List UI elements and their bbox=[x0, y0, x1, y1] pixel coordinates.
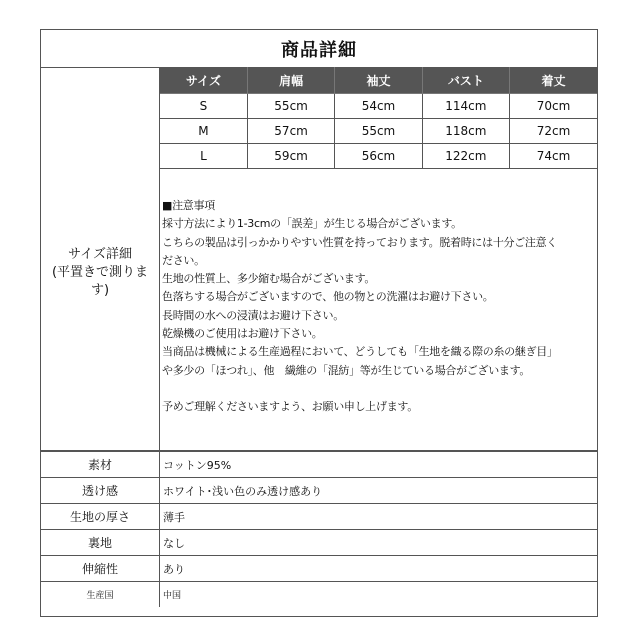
note-line: 採寸方法により1-3cmの「誤差」が生じる場合がございます。 bbox=[162, 217, 462, 231]
size-label-line-3: す) bbox=[90, 282, 110, 298]
cell: L bbox=[160, 144, 247, 169]
note-line: 長時間の水への浸漬はお避け下さい。 bbox=[162, 308, 344, 322]
cell: M bbox=[160, 119, 247, 144]
spec-row-material bbox=[41, 451, 597, 478]
table-row bbox=[160, 119, 597, 144]
size-table bbox=[160, 67, 597, 169]
cell: 55cm bbox=[335, 119, 422, 144]
note-line: こちらの製品は引っかかりやすい性質を持っております。脱着時には十分ご注意く bbox=[162, 235, 558, 249]
cell: S bbox=[160, 94, 247, 119]
cell: 55cm bbox=[247, 94, 334, 119]
note-line: 生地の性質上、多少縮む場合がございます。 bbox=[162, 272, 376, 286]
size-label-line-2: (平置きで測りま bbox=[51, 264, 149, 280]
spec-row-thickness bbox=[41, 504, 597, 530]
spec-table bbox=[41, 450, 597, 607]
note-line: 予めご理解くださいますよう、お願い申し上げます。 bbox=[162, 399, 418, 413]
note-line: や多少の「ほつれ」、他 繊維の「混紡」等が生じている場合がございます。 bbox=[162, 363, 531, 377]
cell: 122cm bbox=[422, 144, 509, 169]
header-shoulder: 肩幅 bbox=[247, 67, 334, 94]
cell: 72cm bbox=[510, 119, 597, 144]
notes-block bbox=[162, 197, 598, 416]
notes-heading: ■注意事項 bbox=[162, 199, 215, 212]
header-length: 着丈 bbox=[510, 67, 597, 94]
cell: 59cm bbox=[247, 144, 334, 169]
table-row bbox=[160, 144, 597, 169]
spec-key: 素材 bbox=[41, 451, 160, 478]
cell: 56cm bbox=[335, 144, 422, 169]
cell: 54cm bbox=[335, 94, 422, 119]
cell: 74cm bbox=[510, 144, 597, 169]
spec-key: 生地の厚さ bbox=[41, 504, 160, 530]
note-line: 色落ちする場合がございますので、他の物との洗濯はお避け下さい。 bbox=[162, 290, 494, 304]
size-label-line-1: サイズ詳細 bbox=[68, 246, 132, 262]
product-detail-sheet bbox=[40, 29, 598, 617]
header-sleeve: 袖丈 bbox=[335, 67, 422, 94]
cell: 118cm bbox=[422, 119, 509, 144]
page-title: 商品詳細 bbox=[41, 30, 597, 68]
spec-value: コットン95% bbox=[160, 451, 598, 478]
cell: 57cm bbox=[247, 119, 334, 144]
spec-row-stretch bbox=[41, 556, 597, 582]
spec-value: 薄手 bbox=[160, 504, 598, 530]
table-row bbox=[160, 94, 597, 119]
spec-value: なし bbox=[160, 530, 598, 556]
note-line: 乾燥機のご使用はお避け下さい。 bbox=[162, 327, 323, 341]
spec-key: 透け感 bbox=[41, 478, 160, 504]
spec-value: ホワイト･浅い色のみ透け感あり bbox=[160, 478, 598, 504]
cell: 114cm bbox=[422, 94, 509, 119]
spec-row-sheerness bbox=[41, 478, 597, 504]
spec-row-origin bbox=[41, 582, 597, 608]
size-table-header bbox=[160, 67, 597, 94]
note-line: 当商品は機械による生産過程において、どうしても「生地を織る際の糸の継ぎ目」 bbox=[162, 345, 558, 359]
spec-key: 裏地 bbox=[41, 530, 160, 556]
spec-value: 中国 bbox=[160, 582, 598, 608]
size-detail-label bbox=[41, 67, 160, 478]
spec-value: あり bbox=[160, 556, 598, 582]
cell: 70cm bbox=[510, 94, 597, 119]
note-line: ださい。 bbox=[162, 253, 205, 267]
spec-key: 生産国 bbox=[41, 582, 160, 608]
note-spacer bbox=[162, 380, 598, 398]
spec-key: 伸縮性 bbox=[41, 556, 160, 582]
header-size: サイズ bbox=[160, 67, 247, 94]
spec-row-lining bbox=[41, 530, 597, 556]
header-bust: バスト bbox=[422, 67, 509, 94]
